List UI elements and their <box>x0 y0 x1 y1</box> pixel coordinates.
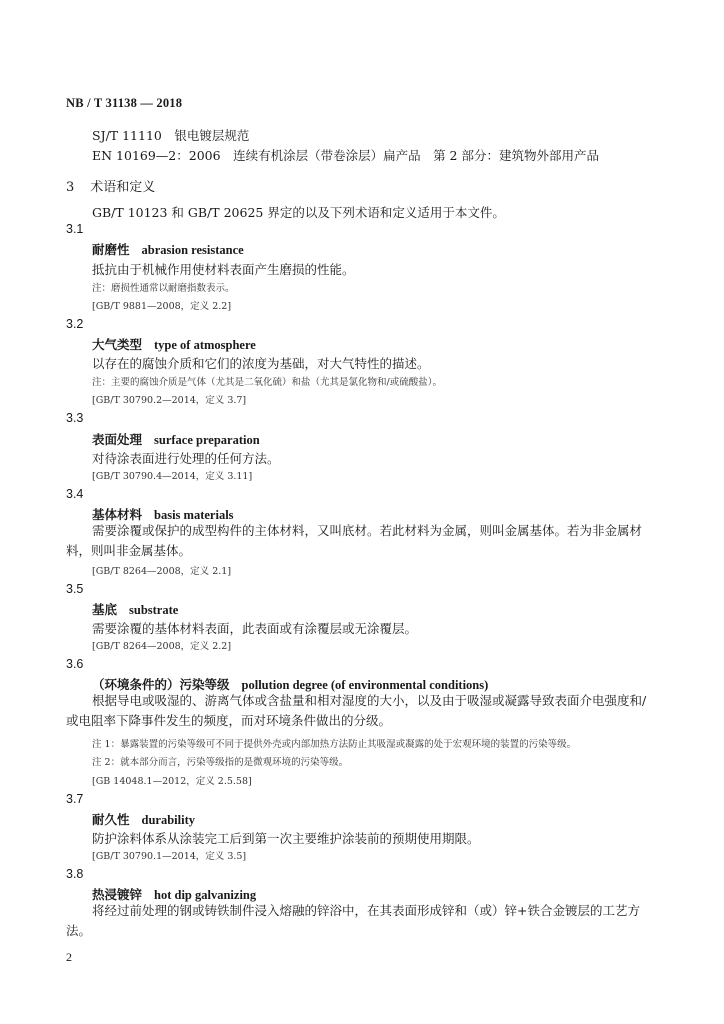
term-number: 3.5 <box>66 582 84 596</box>
term-definition: 将经过前处理的钢或铸铁制件浸入熔融的锌浴中，在其表面形成锌和（或）锌+铁合金镀层的工艺方法。 <box>66 903 640 938</box>
term-source: [GB/T 30790.1—2014，定义 3.5] <box>92 851 247 862</box>
term-number: 3.4 <box>66 487 84 501</box>
term-en: type of atmosphere <box>154 338 256 352</box>
term-zh: 耐久性 <box>92 812 130 827</box>
term-zh: 基体材料 <box>92 507 143 522</box>
term-heading <box>92 430 260 448</box>
term-definition: 防护涂料体系从涂装完工后到第一次主要维护涂装前的预期使用期限。 <box>92 831 480 846</box>
term-heading <box>92 335 256 353</box>
term-source: [GB/T 30790.2—2014，定义 3.7] <box>92 395 247 406</box>
term-source: [GB/T 8264—2008，定义 2.1] <box>92 566 232 577</box>
term-en: durability <box>141 813 196 827</box>
term-zh: 大气类型 <box>92 337 143 352</box>
term-heading <box>92 600 178 618</box>
term-en: surface preparation <box>154 433 260 447</box>
term-number: 3.8 <box>66 867 84 881</box>
term-note: 注 2：就本部分而言，污染等级指的是微观环境的污染等级。 <box>92 757 349 768</box>
reference-line: SJ/T 11110 银电镀层规范 <box>92 128 250 143</box>
term-definition: 以存在的腐蚀介质和它们的浓度为基础，对大气特性的描述。 <box>92 356 430 371</box>
term-note: 注 1：暴露装置的污染等级可不同于提供外壳或内部加热方法防止其吸湿或凝露的处于宏观环境的装置的污染等级。 <box>92 739 577 750</box>
term-en: abrasion resistance <box>141 243 244 257</box>
term-zh: 热浸镀锌 <box>92 887 143 902</box>
section-intro: GB/T 10123 和 GB/T 20625 界定的以及下列术语和定义适用于本文件。 <box>92 205 505 220</box>
term-definition: 需要涂覆或保护的成型构件的主体材料，又叫底材。若此材料为金属，则叫金属基体。若为非金属材料，则叫非金属基体。 <box>66 523 643 558</box>
term-en: basis materials <box>154 508 234 522</box>
document-header: NB / T 31138 — 2018 <box>66 96 183 110</box>
term-source: [GB/T 30790.4—2014，定义 3.11] <box>92 471 253 482</box>
page-number: 2 <box>66 950 72 964</box>
reference-line: EN 10169—2：2006 连续有机涂层（带卷涂层）扁产品 第 2 部分：建筑物外部用产品 <box>92 148 599 163</box>
term-en: substrate <box>129 603 179 617</box>
term-zh: （环境条件的）污染等级 <box>92 677 230 692</box>
term-heading <box>92 810 195 828</box>
term-definition: 对待涂表面进行处理的任何方法。 <box>92 451 280 466</box>
term-number: 3.3 <box>66 411 84 425</box>
term-definition: 根据导电或吸湿的、游离气体或含盐量和相对湿度的大小，以及由于吸湿或凝露导致表面介电强度和/或电阻率下降事件发生的频度，而对环境条件做出的分级。 <box>66 693 647 728</box>
term-zh: 表面处理 <box>92 432 143 447</box>
term-en: pollution degree (of environmental conditions) <box>241 678 489 692</box>
term-number: 3.6 <box>66 657 84 671</box>
term-zh: 基底 <box>92 602 118 617</box>
term-note: 注：磨损性通常以耐磨指数表示。 <box>92 283 235 294</box>
term-en: hot dip galvanizing <box>154 888 257 902</box>
term-definition: 需要涂覆的基体材料表面，此表面或有涂覆层或无涂覆层。 <box>92 621 418 636</box>
term-source: [GB/T 9881—2008，定义 2.2] <box>92 301 232 312</box>
section-heading <box>66 176 155 195</box>
term-number: 3.7 <box>66 792 84 806</box>
term-zh: 耐磨性 <box>92 242 130 257</box>
section-number: 3 <box>66 180 75 195</box>
term-source: [GB 14048.1—2012，定义 2.5.58] <box>92 776 252 787</box>
section-title: 术语和定义 <box>90 180 156 195</box>
term-note: 注：主要的腐蚀介质是气体（尤其是二氧化硫）和盐（尤其是氯化物和/或硫酸盐）。 <box>92 377 442 388</box>
term-source: [GB/T 8264—2008，定义 2.2] <box>92 641 232 652</box>
term-heading <box>92 240 244 258</box>
term-definition: 抵抗由于机械作用使材料表面产生磨损的性能。 <box>92 262 355 277</box>
term-number: 3.2 <box>66 317 84 331</box>
term-number: 3.1 <box>66 222 84 236</box>
